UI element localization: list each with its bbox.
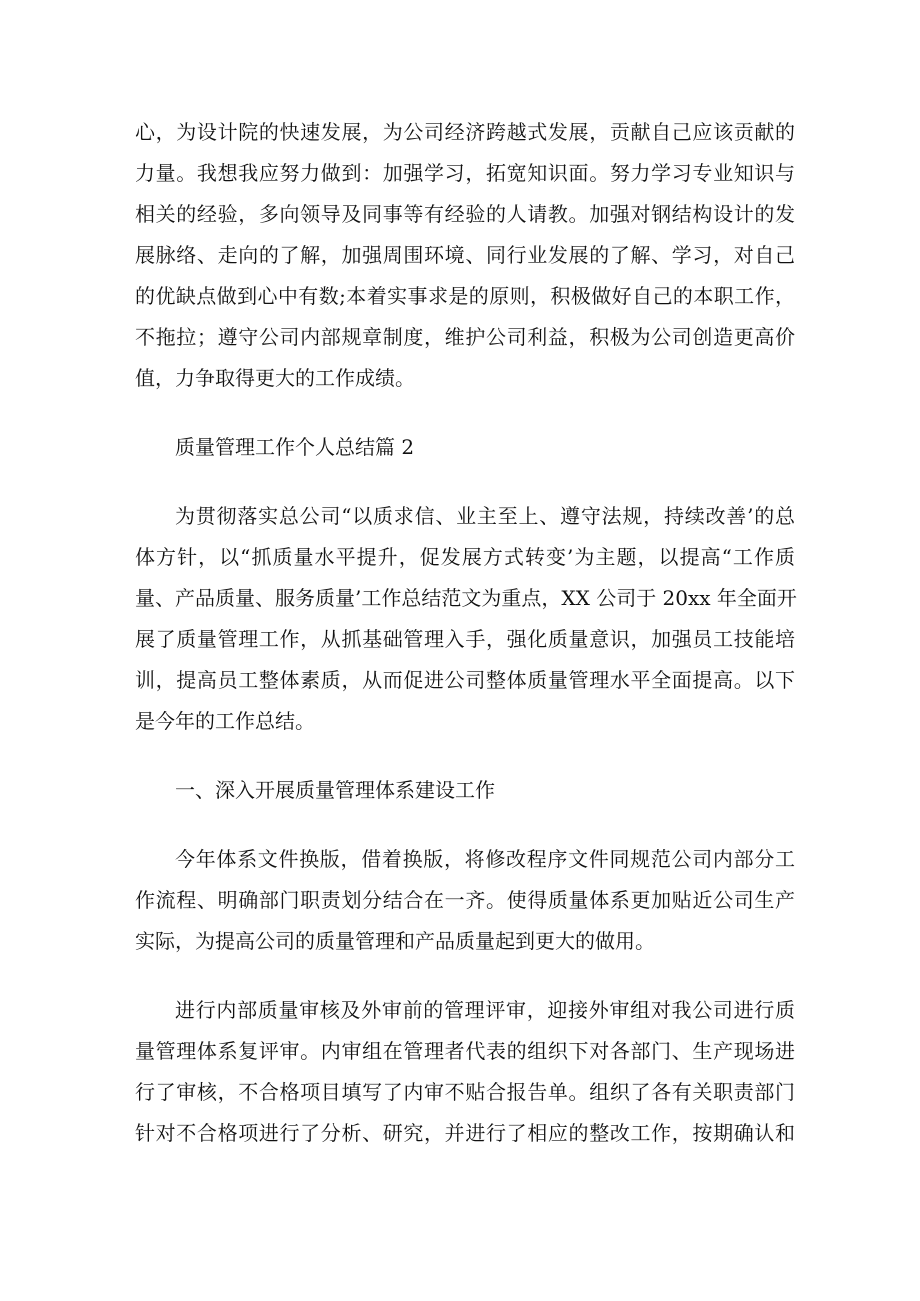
text-line: 是今年的工作总结。 (135, 709, 315, 733)
text-line: 质量管理工作个人总结篇 2 (175, 435, 415, 459)
text-line: 力量。我想我应努力做到：加强学习，拓宽知识面。努力学习专业知识与 (135, 161, 795, 185)
text-line: 作流程、明确部门职责划分结合在一齐。使得质量体系更加贴近公司生产 (135, 888, 795, 912)
text-line: 针对不合格项进行了分析、研究，并进行了相应的整改工作，按期确认和 (135, 1121, 795, 1145)
text-line: 展脉络、走向的了解，加强周围环境、同行业发展的了解、学习，对自己 (135, 243, 795, 267)
section-heading-article-2 (135, 427, 795, 468)
text-line: 相关的经验，多向领导及同事等有经验的人请教。加强对钢结构设计的发 (135, 202, 795, 226)
text-line: 为贯彻落实总公司“以质求信、业主至上、遵守法规，持续改善’的总 (175, 504, 795, 528)
text-line: 量、产品质量、服务质量’工作总结范文为重点，XX 公司于 20xx 年全面开 (135, 586, 797, 610)
text-line: 心，为设计院的快速发展，为公司经济跨越式发展，贡献自己应该贡献的 (135, 120, 795, 144)
paragraph-internal-audit (135, 990, 795, 1154)
text-line: 今年体系文件换版，借着换版，将修改程序文件同规范公司内部分工 (175, 847, 795, 871)
text-line: 进行内部质量审核及外审前的管理评审，迎接外审组对我公司进行质 (175, 998, 795, 1022)
document-page (135, 112, 795, 1154)
text-line: 不拖拉；遵守公司内部规章制度，维护公司利益，积极为公司创造更高价 (135, 325, 795, 349)
text-line: 训，提高员工整体素质，从而促进公司整体质量管理水平全面提高。以下 (135, 668, 795, 692)
text-line: 的优缺点做到心中有数;本着实事求是的原则，积极做好自己的本职工作， (135, 284, 795, 308)
text-line: 值，力争取得更大的工作成绩。 (135, 366, 415, 390)
section-heading-1 (135, 770, 795, 811)
paragraph-system-documents (135, 839, 795, 962)
text-line: 体方针，以“抓质量水平提升，促发展方式转变’为主题，以提高“工作质 (135, 545, 795, 569)
text-line: 一、深入开展质量管理体系建设工作 (175, 778, 495, 802)
text-line: 展了质量管理工作，从抓基础管理入手，强化质量意识，加强员工技能培 (135, 627, 795, 651)
text-line: 实际，为提高公司的质量管理和产品质量起到更大的做用。 (135, 929, 655, 953)
paragraph-continuation (135, 112, 795, 399)
text-line: 行了审核，不合格项目填写了内审不贴合报告单。组织了各有关职责部门 (135, 1080, 795, 1104)
paragraph-intro (135, 496, 795, 742)
text-line: 量管理体系复评审。内审组在管理者代表的组织下对各部门、生产现场进 (135, 1039, 795, 1063)
